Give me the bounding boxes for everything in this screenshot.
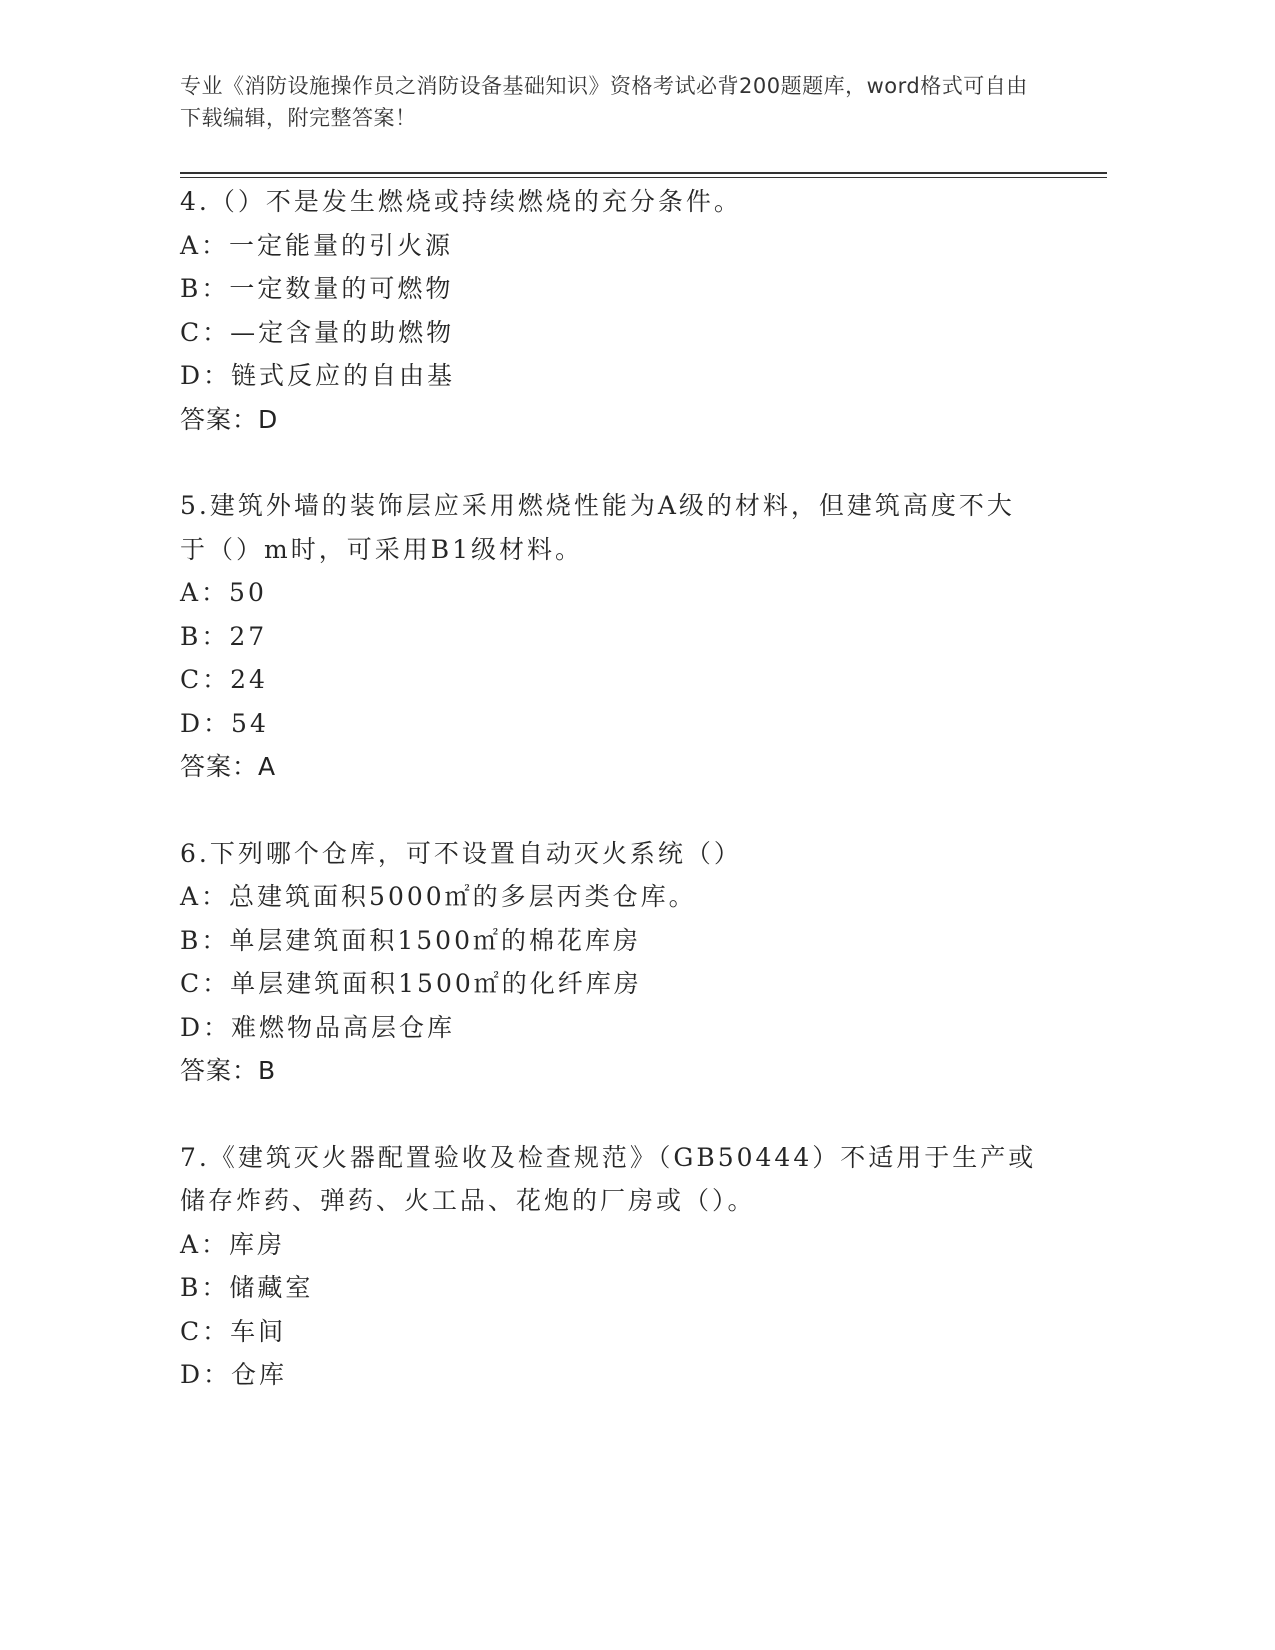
question-stem: 6.下列哪个仓库，可不设置自动灭火系统（） bbox=[180, 838, 742, 868]
option-a: A：总建筑面积5000㎡的多层丙类仓库。 bbox=[180, 882, 697, 911]
option-d: D：仓库 bbox=[180, 1360, 288, 1389]
option-d: D：54 bbox=[180, 708, 269, 738]
option-a: A：50 bbox=[180, 578, 267, 607]
option-a: A：库房 bbox=[180, 1229, 286, 1259]
answer: 答案：D bbox=[180, 404, 279, 434]
option-c: C：单层建筑面积1500㎡的化纤库房 bbox=[180, 969, 642, 998]
question-6 bbox=[180, 832, 1040, 1093]
question-7 bbox=[180, 1136, 1040, 1397]
question-list bbox=[180, 180, 1040, 1440]
option-d: D：难燃物品高层仓库 bbox=[180, 1012, 456, 1042]
question-stem: 4.（）不是发生燃烧或持续燃烧的充分条件。 bbox=[180, 187, 742, 216]
header-divider-thin bbox=[180, 177, 1107, 178]
option-b: B：单层建筑面积1500㎡的棉花库房 bbox=[180, 925, 641, 955]
option-c: C：24 bbox=[180, 665, 268, 694]
option-d: D：链式反应的自由基 bbox=[180, 361, 456, 390]
option-c: C：—定含量的助燃物 bbox=[180, 317, 455, 347]
question-5 bbox=[180, 484, 1040, 789]
option-a: A：一定能量的引火源 bbox=[180, 230, 454, 260]
option-b: B：27 bbox=[180, 621, 268, 651]
question-stem: 7.《建筑灭火器配置验收及检查规范》（GB50444）不适用于生产或储存炸药、弹药、火工品、花炮的厂房或（）。 bbox=[180, 1142, 1037, 1215]
question-stem: 5.建筑外墙的装饰层应采用燃烧性能为A级的材料，但建筑高度不大于（）m时，可采用B1级材料。 bbox=[180, 491, 1015, 564]
option-c: C：车间 bbox=[180, 1316, 287, 1346]
answer: 答案：B bbox=[180, 1056, 277, 1085]
option-b: B：一定数量的可燃物 bbox=[180, 274, 454, 303]
document-title: 专业《消防设施操作员之消防设备基础知识》资格考试必背200题题库，word格式可自由下载编辑，附完整答案！ bbox=[180, 74, 1028, 130]
option-b: B：储藏室 bbox=[180, 1273, 314, 1302]
question-4 bbox=[180, 180, 1040, 441]
answer: 答案：A bbox=[180, 752, 277, 781]
header-divider-thick bbox=[180, 172, 1107, 174]
